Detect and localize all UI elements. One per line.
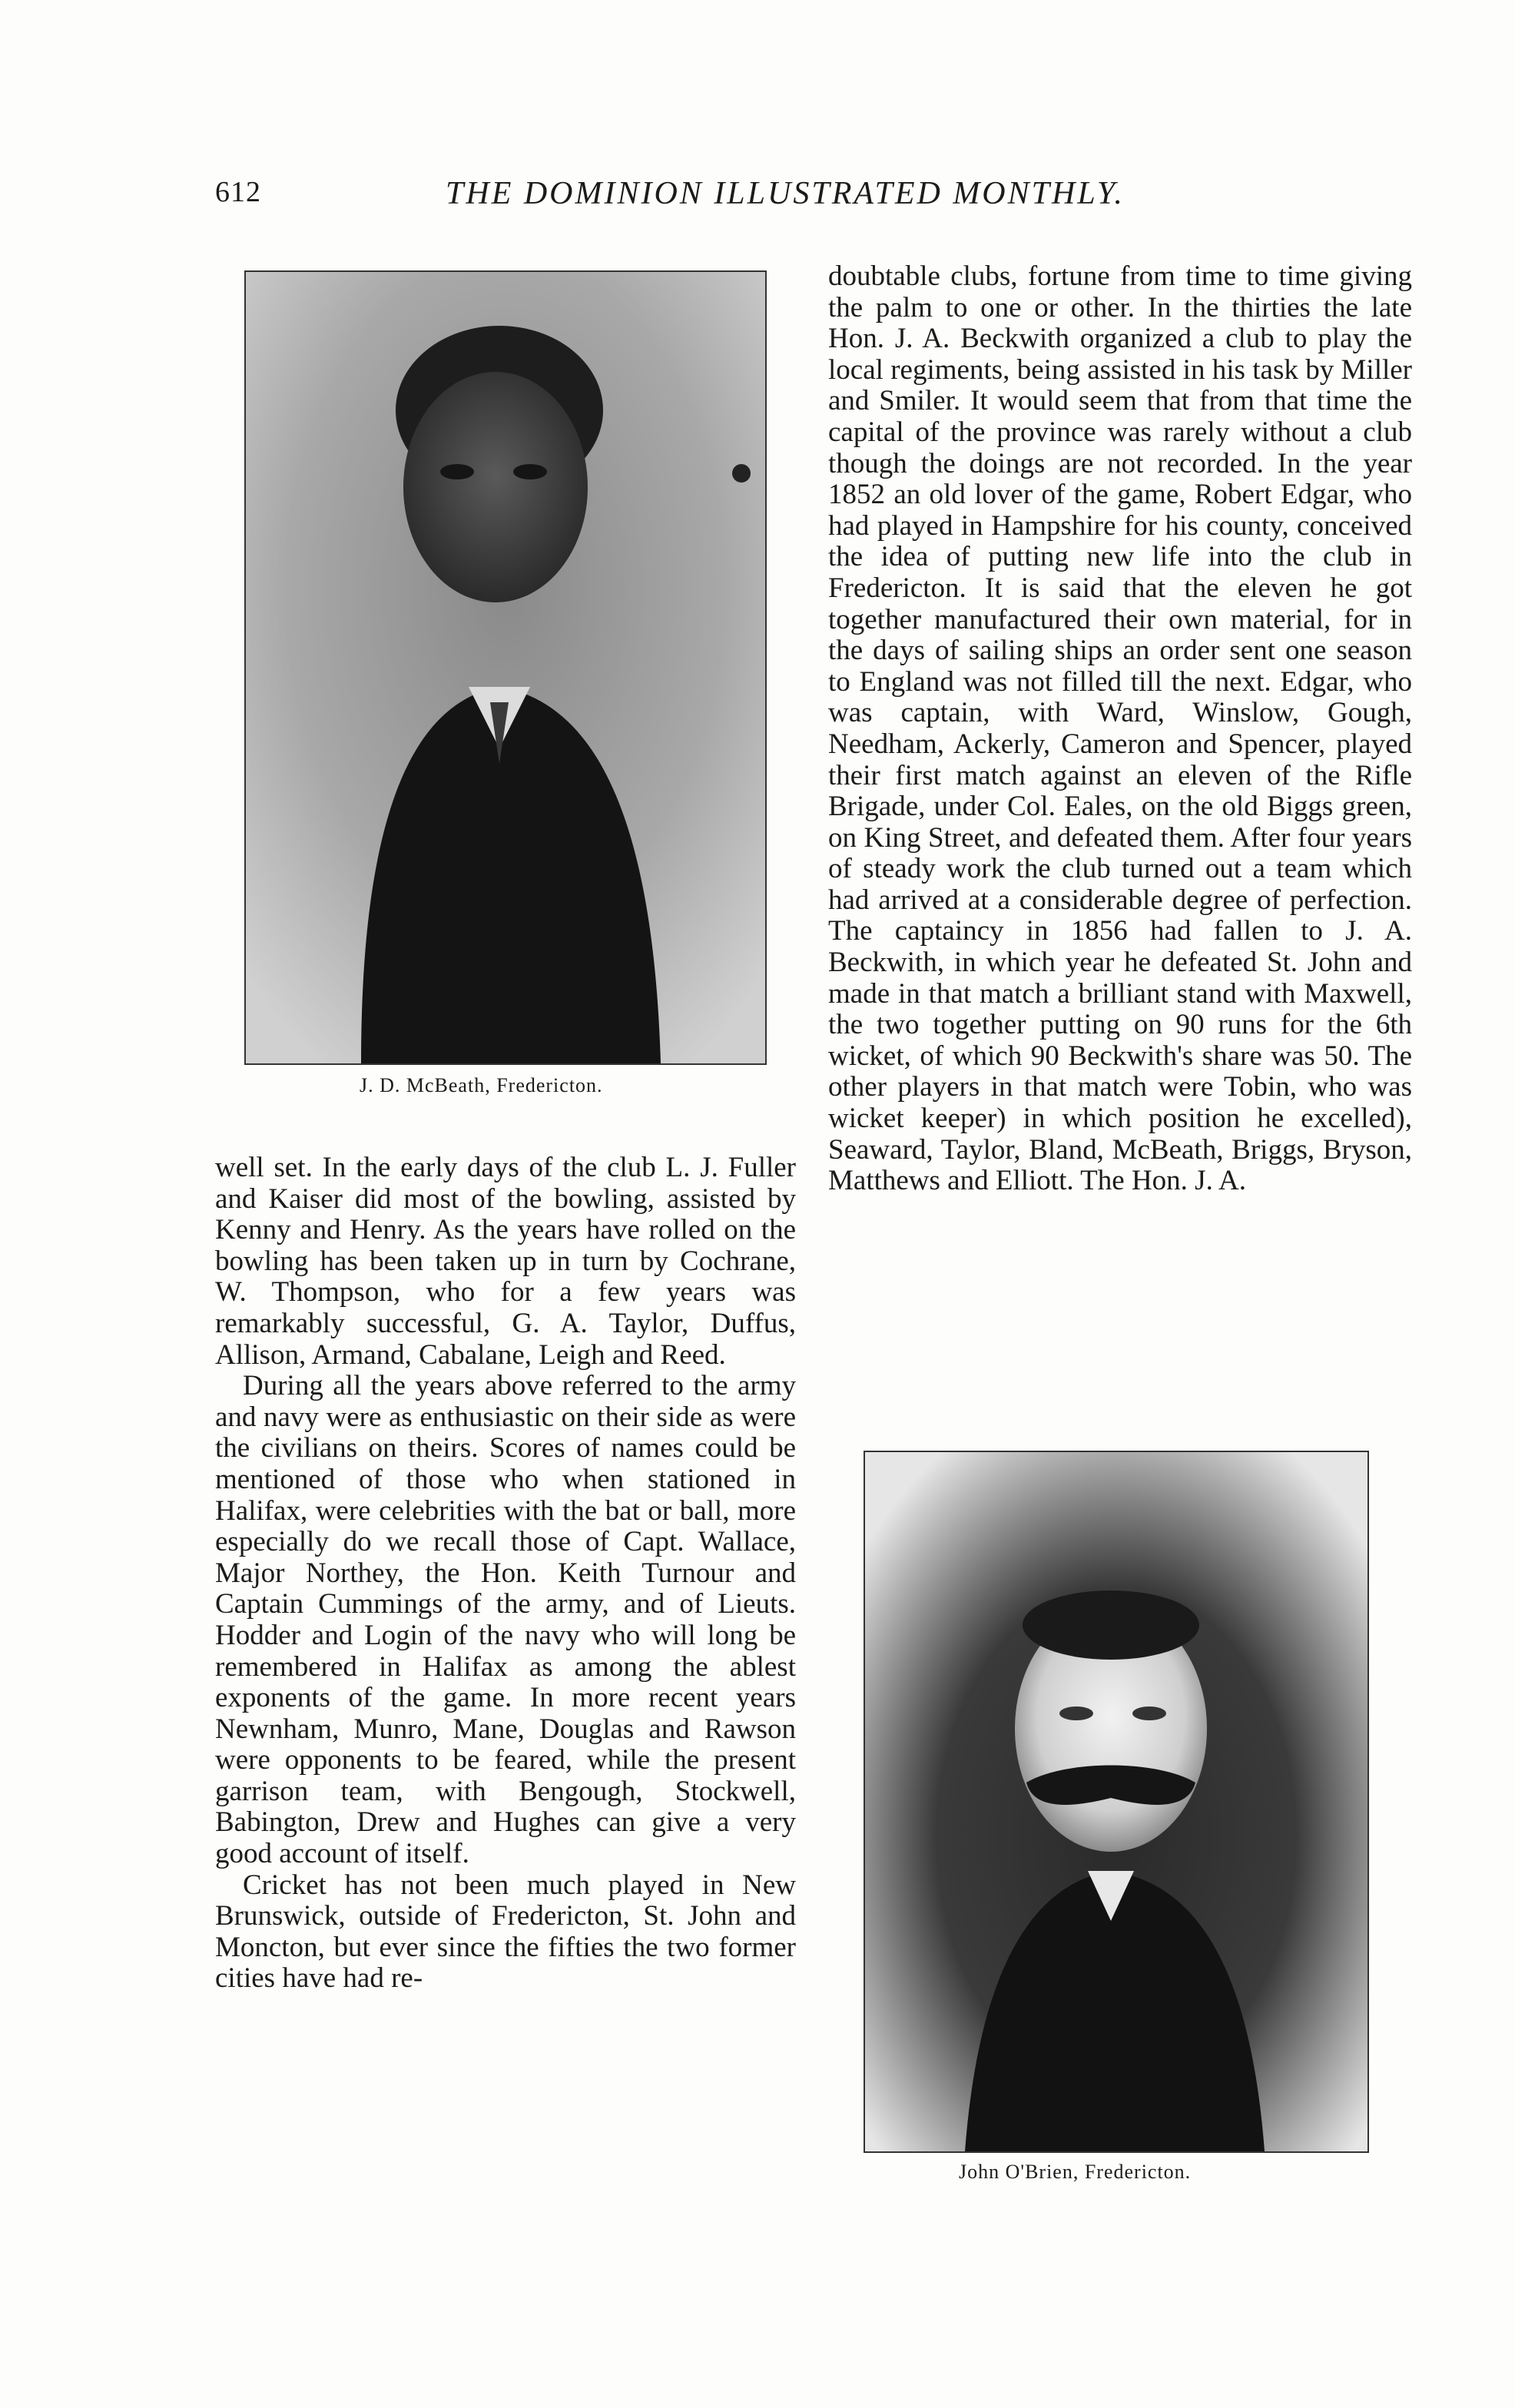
paragraph: well set. In the early days of the club L. J. Fuller and Kaiser did most of the bowling, assisted by Kenny and Henry. As the years have rolled on the bowling has been taken up in turn by Cochrane, W. Thompson, who for a few years was remarkably successful, G. A. Taylor, Duffus, Allison, Armand, Cabalane, Leigh and Reed. [215, 1152, 796, 1371]
right-text-column [828, 261, 1412, 1197]
figure-caption: J. D. McBeath, Fredericton. [360, 1074, 603, 1096]
portrait-photo-obrien [864, 1451, 1369, 2153]
paragraph: Cricket has not been much played in New Brunswick, outside of Fredericton, St. John and Moncton, but ever since the fifties the two former cities have had re- [215, 1869, 796, 1995]
portrait-photo-mcbeath [244, 270, 767, 1065]
figure-caption: John O'Brien, Fredericton. [959, 2161, 1192, 2183]
paragraph: doubtable clubs, fortune from time to time giving the palm to one or other. In the thirties the late Hon. J. A. Beckwith organized a club to play the local regiments, being assisted in his task by Miller and Smiler. It would seem that from that time the capital of the province was rarely without a club though the doings are not recorded. In the year 1852 an old lover of the game, Robert Edgar, who had played in Hampshire for his county, conceived the idea of putting new life into the club in Fredericton. It is said that the eleven he got together manufactured their own material, for in the days of sailing ships an order sent one season to England was not filled till the next. Edgar, who was captain, with Ward, Winslow, Gough, Needham, Ackerly, Cameron and Spencer, played their first match against an eleven of the Rifle Brigade, under Col. Eales, on the old Biggs green, on King Street, and defeated them. After four years of steady work the club turned out a team which had arrived at a considerable degree of perfection. The captaincy in 1856 had fallen to J. A. Beckwith, in which year he defeated St. John and made in that match a brilliant stand with Maxwell, the two together putting on 90 runs for the 6th wicket, of which 90 Beckwith's share was 50. The other players in that match were Tobin, who was wicket keeper) in which position he excelled), Seaward, Taylor, Bland, McBeath, Briggs, Bryson, Matthews and Elliott. The Hon. J. A. [828, 260, 1412, 1197]
running-title: THE DOMINION ILLUSTRATED MONTHLY. [446, 176, 1125, 211]
portrait-illustration [246, 272, 765, 1063]
page-number: 612 [215, 176, 261, 208]
page-header [215, 175, 1321, 221]
left-text-column [215, 1153, 796, 1995]
paragraph: During all the years above referred to the army and navy were as enthusiastic on their side as were the civilians on theirs. Scores of names could be mentioned of those who when stationed in Halifax, were celebrities with the bat or ball, more especially do we recall those of Capt. Wallace, Major Northey, the Hon. Keith Turnour and Captain Cummings of the army, and of Lieuts. Hodder and Login of the navy who will long be remembered in Halifax as among the ablest exponents of the game. In more recent years Newnham, Munro, Mane, Douglas and Rawson were opponents to be feared, while the present garrison team, with Bengough, Stockwell, Babington, Drew and Hughes can give a very good account of itself. [215, 1370, 796, 1870]
portrait-illustration [865, 1452, 1367, 2151]
